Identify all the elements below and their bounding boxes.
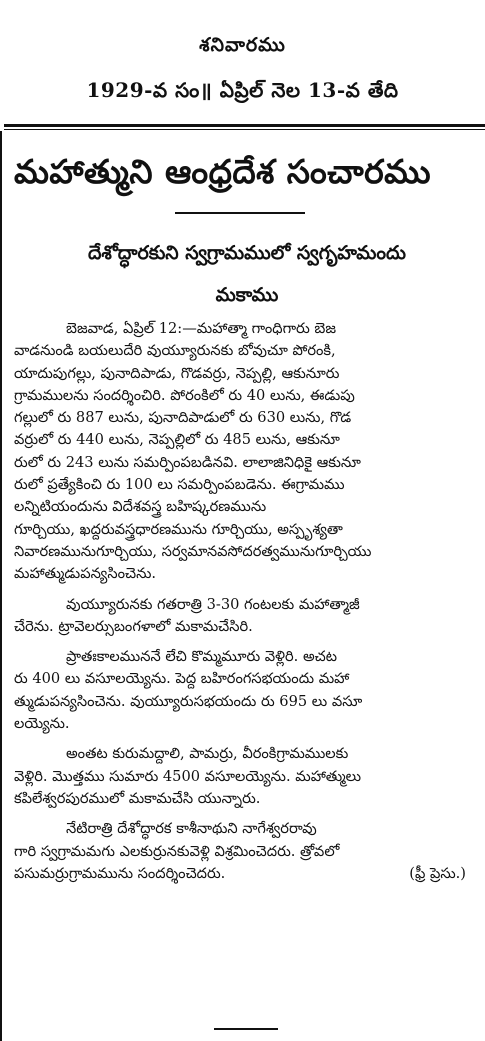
- header-rule: [4, 124, 485, 127]
- paragraph: [14, 743, 480, 810]
- paragraph: [14, 594, 480, 639]
- paragraph: [14, 318, 480, 586]
- paragraph: [14, 818, 480, 885]
- headline-divider: [175, 212, 305, 214]
- article-headline: మహాత్ముని ఆంధ్రదేశ సంచారము: [14, 152, 432, 191]
- text-line: మహాత్ముడుపన్యసించెను.: [14, 565, 157, 583]
- article-subheading: దేశోద్ధారకుని స్వగ్రామములో స్వగృహమందు: [87, 242, 406, 264]
- text-line: గ్రామములను సందర్శించిరి. పోరంకిలో రు 40 లును, ఈడుపు: [14, 386, 355, 404]
- article-body: [14, 318, 480, 885]
- text-line: కపిలేశ్వరపురములో మకామచేసి యున్నారు.: [14, 789, 261, 807]
- text-line: త్ముడుపన్యసించెను. వుయ్యూరుసభయందు రు 695 లు వసూ: [14, 692, 363, 710]
- weekday-line: శనివారము: [199, 34, 286, 56]
- text-line-with-signature: [14, 863, 480, 885]
- text-line: వెళ్లిరి. మొత్తము సుమారు 4500 వసూలయ్యెను. మహాత్ములు: [14, 767, 361, 785]
- text-line: నివారణమునుగూర్చియు, సర్వమానవసోదరత్వమునుగూర్చియు: [14, 542, 372, 560]
- article-subheading-2: మకాము: [215, 284, 279, 306]
- date-line: 1929-వ సం॥ ఏప్రిల్ నెల 13-వ తేది: [86, 78, 399, 102]
- text-line: గూర్చియు, ఖద్దరువస్త్రధారణమును గూర్చియు, అస్పృశ్యతా: [14, 520, 343, 538]
- text-line: గల్లులో రు 887 లును, పునాదిపాడులో రు 630 లును, గొడ: [14, 409, 352, 427]
- source-signature: (ఫ్రీ ప్రెసు.): [409, 864, 466, 882]
- text-line: నేటిరాత్రి దేశోద్ధారక కాశీనాథుని నాగేశ్వరరావు: [66, 820, 317, 838]
- text-line: ప్రాతఃకాలముననే లేచి కొమ్మమూరు వెళ్లిరి. అచట: [66, 648, 337, 666]
- text-line: చేరెను. ట్రావెలర్సుబంగళాలో మకామచేసిరి.: [14, 617, 253, 635]
- header-rule-thin: [4, 129, 485, 130]
- text-line: వర్రులో రు 440 లును, నెప్పల్లిలో రు 485 లును, ఆకునూ: [14, 431, 340, 449]
- text-line: వాడనుండి బయలుదేరి వుయ్యూరునకు బోవుచూ పోరంకి,: [14, 342, 336, 360]
- text-line: లయ్యెను.: [14, 715, 70, 733]
- text-line: పసుమర్రుగ్రామమును సందర్శించెదరు.: [14, 864, 226, 882]
- paragraph: [14, 646, 480, 735]
- text-line: రులో రు 243 లును సమర్పింపబడినవి. లాలాజినిధికై ఆకునూ: [14, 453, 361, 471]
- text-line: బెజవాడ, ఏప్రిల్ 12:—మహాత్మా గాంధిగారు బెజ: [66, 320, 336, 337]
- text-line: అంతట కురుమద్దాలి, పామర్రు, వీరంకిగ్రామములకు: [66, 745, 349, 763]
- column-border: [0, 131, 7, 1041]
- article-end-rule: [214, 1028, 278, 1030]
- text-line: లన్నిటియందును విదేశవస్త్ర బహిష్కరణమును: [14, 498, 267, 516]
- text-line: రులో ప్రత్యేకించి రు 100 లు సమర్పింపబడెను. ఈగ్రామము: [14, 476, 345, 494]
- text-line: గారి స్వగ్రామమగు ఎలకుర్రునకువెళ్లి విశ్రమించెదరు. త్రోవలో: [14, 842, 340, 860]
- text-line: యాదుపుగల్లు, పునాదిపాడు, గొడవర్రు, నెప్పల్లి, ఆకునూరు: [14, 364, 340, 382]
- text-line: వుయ్యూరునకు గతరాత్రి 3-30 గంటలకు మహాత్మాజీ: [66, 595, 360, 613]
- text-line: రు 400 లు వసూలయ్యెను. పెద్ద బహిరంగసభయందు మహా: [14, 670, 350, 688]
